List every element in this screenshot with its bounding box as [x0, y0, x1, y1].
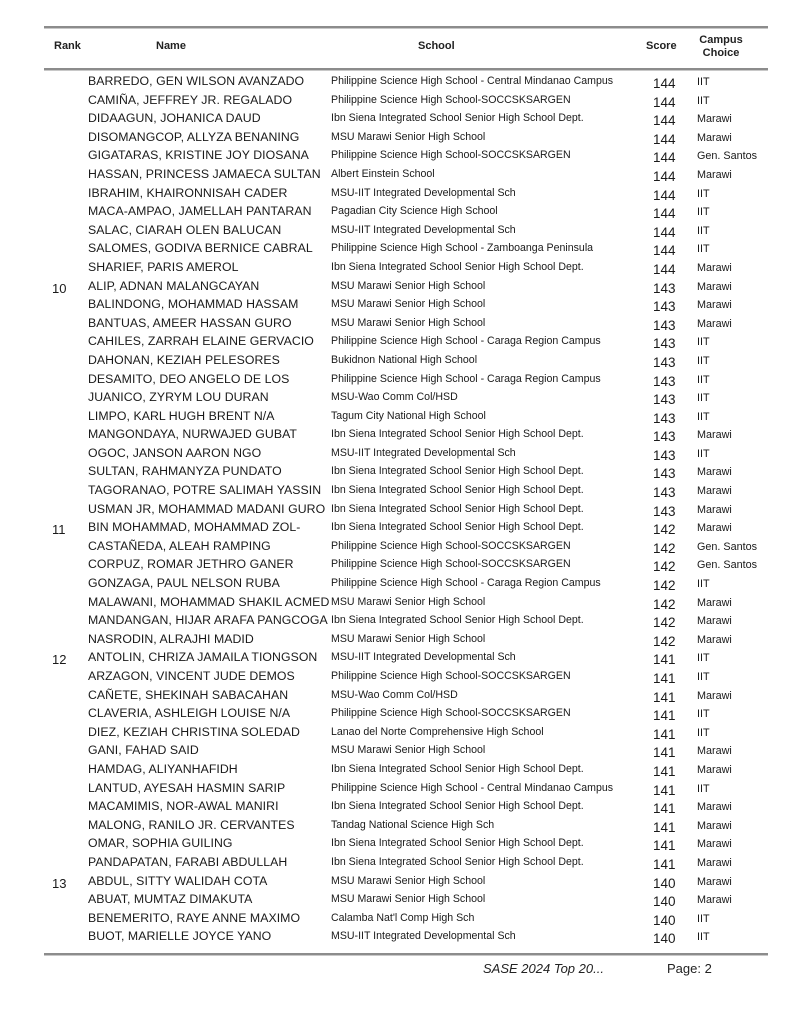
score-cell: 144 — [653, 113, 676, 129]
school-cell: Philippine Science High School-SOCCSKSARGEN — [331, 93, 571, 106]
score-cell: 143 — [653, 373, 676, 389]
column-header-name: Name — [156, 40, 186, 52]
campus-choice-cell: IIT — [697, 931, 710, 944]
column-header-rank: Rank — [54, 40, 81, 52]
name-cell: ARZAGON, VINCENT JUDE DEMOS — [88, 669, 295, 683]
score-cell: 142 — [653, 522, 676, 538]
name-cell: SULTAN, RAHMANYZA PUNDATO — [88, 464, 282, 479]
table-row — [0, 817, 812, 836]
campus-choice-cell: Gen. Santos — [697, 150, 758, 163]
name-cell: BIN MOHAMMAD, MOHAMMAD ZOL- — [88, 520, 301, 535]
table-row — [0, 129, 812, 148]
name-cell: ANTOLIN, CHRIZA JAMAILA TIONGSON — [88, 650, 318, 665]
school-cell: Philippine Science High School - Caraga Region Campus — [331, 335, 601, 348]
name-cell: DAHONAN, KEZIAH PELESORES — [88, 352, 280, 367]
name-cell: LIMPO, KARL HUGH BRENT N/A — [88, 408, 275, 423]
table-row — [0, 761, 812, 780]
school-cell: Tagum City National High School — [331, 409, 486, 422]
table-row — [0, 928, 812, 947]
campus-header-line1: Campus — [699, 34, 743, 46]
campus-choice-cell: Marawi — [697, 615, 732, 628]
campus-choice-cell: Marawi — [697, 131, 732, 144]
school-cell: Ibn Siena Integrated School Senior High School Dept. — [331, 484, 584, 497]
school-cell: Tandag National Science High Sch — [331, 818, 495, 831]
school-cell: Bukidnon National High School — [331, 353, 478, 366]
table-row — [0, 854, 812, 873]
score-cell: 141 — [653, 652, 676, 668]
table-row — [0, 668, 812, 687]
table-row — [0, 724, 812, 743]
table-row — [0, 352, 812, 371]
score-cell: 142 — [653, 540, 676, 556]
score-cell: 142 — [653, 559, 676, 575]
table-row — [0, 612, 812, 631]
table-row — [0, 482, 812, 501]
school-cell: MSU Marawi Senior High School — [331, 316, 486, 329]
school-cell: MSU Marawi Senior High School — [331, 744, 486, 757]
name-cell: USMAN JR, MOHAMMAD MADANI GURO — [88, 501, 326, 516]
score-cell: 143 — [653, 280, 676, 296]
name-cell: OGOC, JANSON AARON NGO — [88, 445, 262, 460]
table-row — [0, 185, 812, 204]
table-row — [0, 519, 812, 538]
name-cell: CASTAÑEDA, ALEAH RAMPING — [88, 538, 271, 553]
school-cell: Ibn Siena Integrated School Senior High School Dept. — [331, 521, 584, 534]
score-cell: 143 — [653, 447, 676, 463]
school-cell: Albert Einstein School — [331, 167, 435, 180]
campus-choice-cell: IIT — [697, 671, 710, 683]
name-cell: SHARIEF, PARIS AMEROL — [88, 259, 239, 274]
school-cell: MSU-Wao Comm Col/HSD — [331, 391, 458, 404]
school-cell: Philippine Science High School-SOCCSKSARGEN — [331, 670, 571, 682]
campus-choice-cell: Marawi — [697, 745, 732, 758]
name-cell: DISOMANGCOP, ALLYZA BENANING — [88, 129, 300, 144]
footer-page-number: Page: 2 — [667, 961, 712, 976]
score-cell: 141 — [653, 745, 676, 761]
campus-choice-cell: Marawi — [697, 838, 732, 851]
name-cell: MACA-AMPAO, JAMELLAH PANTARAN — [88, 204, 312, 219]
score-cell: 141 — [653, 856, 676, 872]
name-cell: GONZAGA, PAUL NELSON RUBA — [88, 576, 280, 591]
footer-rule — [44, 953, 768, 956]
campus-choice-cell: IIT — [697, 336, 710, 349]
score-cell: 142 — [653, 578, 676, 594]
school-cell: Philippine Science High School - Caraga Region Campus — [331, 577, 601, 590]
name-cell: MANDANGAN, HIJAR ARAFA PANGCOGA — [88, 613, 328, 628]
table-row — [0, 333, 812, 352]
table-row — [0, 780, 812, 799]
campus-choice-cell: Marawi — [697, 856, 732, 869]
school-cell: MSU Marawi Senior High School — [331, 298, 486, 311]
score-cell: 144 — [653, 224, 676, 240]
table-row — [0, 910, 812, 929]
campus-choice-cell: Marawi — [697, 466, 732, 479]
school-cell: Philippine Science High School-SOCCSKSARGEN — [331, 707, 571, 720]
table-row — [0, 259, 812, 278]
campus-choice-cell: IIT — [697, 578, 710, 591]
table-row — [0, 463, 812, 482]
campus-choice-cell: Marawi — [697, 503, 732, 516]
table-row — [0, 110, 812, 129]
school-cell: MSU Marawi Senior High School — [331, 893, 486, 906]
table-row — [0, 501, 812, 520]
score-cell: 143 — [653, 429, 676, 445]
school-cell: MSU-IIT Integrated Developmental Sch — [331, 446, 516, 459]
score-cell: 142 — [653, 596, 676, 612]
school-cell: MSU Marawi Senior High School — [331, 874, 486, 887]
score-cell: 142 — [653, 633, 676, 649]
score-cell: 143 — [653, 392, 676, 408]
school-cell: MSU Marawi Senior High School — [331, 632, 486, 645]
score-cell: 143 — [653, 410, 676, 426]
campus-choice-cell: IIT — [697, 243, 710, 256]
score-cell: 143 — [653, 336, 676, 352]
table-row — [0, 891, 812, 910]
score-cell: 142 — [653, 615, 676, 631]
school-cell: Ibn Siena Integrated School Senior High School Dept. — [331, 428, 584, 441]
name-cell: HAMDAG, ALIYANHAFIDH — [88, 761, 238, 776]
table-row — [0, 426, 812, 445]
table-row — [0, 687, 812, 706]
table-row — [0, 556, 812, 575]
campus-choice-cell: IIT — [697, 410, 710, 423]
score-cell: 141 — [653, 708, 676, 724]
name-cell: OMAR, SOPHIA GUILING — [88, 836, 233, 851]
score-cell: 140 — [653, 894, 676, 910]
table-row — [0, 73, 812, 92]
rank-cell: 10 — [52, 280, 67, 296]
name-cell: SALOMES, GODIVA BERNICE CABRAL — [88, 241, 313, 256]
campus-choice-cell: Marawi — [697, 894, 732, 907]
name-cell: GIGATARAS, KRISTINE JOY DIOSANA — [88, 148, 309, 163]
campus-choice-cell: Marawi — [697, 280, 732, 293]
name-cell: DESAMITO, DEO ANGELO DE LOS — [88, 371, 290, 386]
score-cell: 141 — [653, 689, 676, 705]
header-top-rule — [44, 26, 768, 29]
school-cell: MSU Marawi Senior High School — [331, 130, 486, 143]
name-cell: MANGONDAYA, NURWAJED GUBAT — [88, 427, 297, 442]
campus-choice-cell: IIT — [697, 373, 710, 386]
table-row — [0, 594, 812, 613]
campus-choice-cell: Marawi — [697, 875, 732, 888]
table-row — [0, 705, 812, 724]
table-row — [0, 296, 812, 315]
name-cell: MALONG, RANILO JR. CERVANTES — [88, 817, 295, 832]
score-cell: 141 — [653, 782, 676, 798]
table-row — [0, 389, 812, 408]
name-cell: CAMIÑA, JEFFREY JR. REGALADO — [88, 92, 293, 107]
table-row — [0, 873, 812, 892]
column-header-campus-choice — [694, 34, 748, 60]
school-cell: MSU-IIT Integrated Developmental Sch — [331, 223, 516, 236]
campus-choice-cell: IIT — [697, 206, 710, 219]
name-cell: HASSAN, PRINCESS JAMAECA SULTAN — [88, 166, 321, 181]
name-cell: DIDAAGUN, JOHANICA DAUD — [88, 111, 261, 126]
score-cell: 144 — [653, 206, 676, 222]
name-cell: LANTUD, AYESAH HASMIN SARIP — [88, 780, 286, 795]
name-cell: DIEZ, KEZIAH CHRISTINA SOLEDAD — [88, 724, 300, 739]
table-row — [0, 649, 812, 668]
table-row — [0, 222, 812, 241]
campus-choice-cell: IIT — [697, 354, 710, 367]
name-cell: IBRAHIM, KHAIRONNISAH CADER — [88, 185, 288, 200]
campus-choice-cell: IIT — [697, 94, 710, 107]
table-row — [0, 166, 812, 185]
campus-choice-cell: Marawi — [697, 801, 732, 814]
name-cell: CAÑETE, SHEKINAH SABACAHAN — [88, 687, 289, 702]
ranking-table-body — [0, 73, 812, 947]
campus-choice-cell: IIT — [697, 187, 710, 200]
column-header-score: Score — [646, 40, 677, 52]
campus-choice-cell: IIT — [697, 392, 710, 405]
name-cell: ABDUL, SITTY WALIDAH COTA — [88, 873, 268, 888]
score-cell: 144 — [653, 150, 676, 166]
rank-cell: 13 — [52, 875, 67, 891]
header-bottom-rule — [44, 68, 768, 71]
score-cell: 141 — [653, 801, 676, 817]
school-cell: Pagadian City Science High School — [331, 205, 498, 218]
campus-choice-cell: Marawi — [697, 168, 732, 181]
campus-choice-cell: Marawi — [697, 633, 732, 646]
school-cell: Philippine Science High School-SOCCSKSARGEN — [331, 558, 571, 571]
column-header-school: School — [418, 40, 455, 52]
table-row — [0, 835, 812, 854]
table-row — [0, 798, 812, 817]
school-cell: MSU-IIT Integrated Developmental Sch — [331, 651, 516, 664]
name-cell: ABUAT, MUMTAZ DIMAKUTA — [88, 892, 253, 907]
campus-choice-cell: IIT — [697, 782, 710, 795]
score-cell: 144 — [653, 261, 676, 277]
school-cell: MSU-IIT Integrated Developmental Sch — [331, 930, 516, 943]
table-row — [0, 315, 812, 334]
school-cell: MSU Marawi Senior High School — [331, 279, 486, 292]
campus-choice-cell: IIT — [697, 224, 710, 237]
name-cell: TAGORANAO, POTRE SALIMAH YASSIN — [88, 483, 322, 498]
table-row — [0, 240, 812, 259]
score-cell: 140 — [653, 931, 676, 947]
school-cell: Ibn Siena Integrated School Senior High School Dept. — [331, 837, 584, 850]
campus-choice-cell: Marawi — [697, 763, 732, 776]
name-cell: PANDAPATAN, FARABI ABDULLAH — [88, 854, 288, 869]
campus-choice-cell: IIT — [697, 708, 710, 721]
school-cell: Philippine Science High School-SOCCSKSARGEN — [331, 149, 571, 162]
school-cell: Ibn Siena Integrated School Senior High School Dept. — [331, 855, 584, 868]
score-cell: 144 — [653, 168, 676, 184]
score-cell: 143 — [653, 299, 676, 315]
school-cell: Ibn Siena Integrated School Senior High School Dept. — [331, 762, 584, 775]
campus-choice-cell: Marawi — [697, 596, 732, 609]
table-row — [0, 575, 812, 594]
score-cell: 144 — [653, 187, 676, 203]
score-cell: 143 — [653, 485, 676, 501]
name-cell: BARREDO, GEN WILSON AVANZADO — [88, 74, 305, 88]
table-row — [0, 278, 812, 297]
score-cell: 144 — [653, 94, 676, 110]
campus-choice-cell: IIT — [697, 652, 710, 665]
table-row — [0, 538, 812, 557]
name-cell: ALIP, ADNAN MALANGCAYAN — [88, 278, 260, 293]
score-cell: 141 — [653, 726, 676, 742]
school-cell: Philippine Science High School-SOCCSKSARGEN — [331, 539, 571, 552]
table-row — [0, 92, 812, 111]
campus-choice-cell: IIT — [697, 726, 710, 739]
name-cell: JUANICO, ZYRYM LOU DURAN — [88, 390, 269, 405]
school-cell: Ibn Siena Integrated School Senior High School Dept. — [331, 614, 584, 627]
footer-report-title: SASE 2024 Top 20... — [483, 961, 604, 976]
campus-choice-cell: IIT — [697, 76, 710, 88]
school-cell: Lanao del Norte Comprehensive High School — [331, 725, 544, 738]
campus-choice-cell: Marawi — [697, 819, 732, 832]
school-cell: Philippine Science High School - Central Mindanao Campus — [331, 75, 614, 87]
table-row — [0, 203, 812, 222]
school-cell: Calamba Nat'l Comp High Sch — [331, 911, 475, 924]
name-cell: BUOT, MARIELLE JOYCE YANO — [88, 929, 272, 944]
campus-choice-cell: IIT — [697, 447, 710, 460]
campus-choice-cell: Marawi — [697, 522, 732, 535]
table-row — [0, 445, 812, 464]
name-cell: MACAMIMIS, NOR-AWAL MANIRI — [88, 799, 279, 814]
campus-choice-cell: Marawi — [697, 689, 732, 702]
name-cell: CORPUZ, ROMAR JETHRO GANER — [88, 557, 294, 572]
campus-choice-cell: Marawi — [697, 429, 732, 442]
name-cell: SALAC, CIARAH OLEN BALUCAN — [88, 222, 282, 237]
school-cell: MSU Marawi Senior High School — [331, 595, 486, 608]
school-cell: MSU-IIT Integrated Developmental Sch — [331, 186, 516, 199]
school-cell: Ibn Siena Integrated School Senior High School Dept. — [331, 260, 584, 273]
school-cell: Ibn Siena Integrated School Senior High School Dept. — [331, 112, 584, 125]
name-cell: CAHILES, ZARRAH ELAINE GERVACIO — [88, 334, 314, 349]
school-cell: MSU-Wao Comm Col/HSD — [331, 688, 458, 701]
campus-choice-cell: IIT — [697, 912, 710, 925]
table-row — [0, 742, 812, 761]
score-cell: 140 — [653, 875, 676, 891]
school-cell: Philippine Science High School - Caraga Region Campus — [331, 372, 601, 385]
name-cell: BENEMERITO, RAYE ANNE MAXIMO — [88, 910, 301, 925]
score-cell: 141 — [653, 763, 676, 779]
name-cell: NASRODIN, ALRAJHI MADID — [88, 631, 254, 646]
score-cell: 144 — [653, 76, 676, 91]
campus-choice-cell: Gen. Santos — [697, 559, 758, 572]
score-cell: 141 — [653, 819, 676, 835]
score-cell: 143 — [653, 503, 676, 519]
score-cell: 141 — [653, 838, 676, 854]
school-cell: Ibn Siena Integrated School Senior High School Dept. — [331, 465, 584, 478]
score-cell: 143 — [653, 354, 676, 370]
name-cell: GANI, FAHAD SAID — [88, 743, 199, 758]
campus-header-line2: Choice — [702, 47, 740, 59]
rank-cell: 12 — [52, 652, 67, 668]
name-cell: BANTUAS, AMEER HASSAN GURO — [88, 315, 292, 330]
campus-choice-cell: Marawi — [697, 113, 732, 126]
campus-choice-cell: Marawi — [697, 317, 732, 330]
school-cell: Ibn Siena Integrated School Senior High School Dept. — [331, 800, 584, 813]
name-cell: CLAVERIA, ASHLEIGH LOUISE N/A — [88, 706, 291, 721]
score-cell: 144 — [653, 131, 676, 147]
campus-choice-cell: Gen. Santos — [697, 540, 758, 553]
campus-choice-cell: Marawi — [697, 485, 732, 498]
table-row — [0, 371, 812, 390]
table-row — [0, 631, 812, 650]
score-cell: 143 — [653, 317, 676, 333]
school-cell: Philippine Science High School - Central Mindanao Campus — [331, 781, 614, 794]
campus-choice-cell: Marawi — [697, 299, 732, 312]
rank-cell: 11 — [52, 522, 66, 538]
campus-choice-cell: Marawi — [697, 261, 732, 274]
name-cell: BALINDONG, MOHAMMAD HASSAM — [88, 297, 299, 312]
table-row — [0, 408, 812, 427]
score-cell: 141 — [653, 671, 676, 686]
score-cell: 143 — [653, 466, 676, 482]
score-cell: 144 — [653, 243, 676, 259]
school-cell: Philippine Science High School - Zamboanga Peninsula — [331, 242, 594, 255]
score-cell: 140 — [653, 912, 676, 928]
table-row — [0, 147, 812, 166]
school-cell: Ibn Siena Integrated School Senior High School Dept. — [331, 502, 584, 515]
name-cell: MALAWANI, MOHAMMAD SHAKIL ACMED — [88, 594, 330, 609]
